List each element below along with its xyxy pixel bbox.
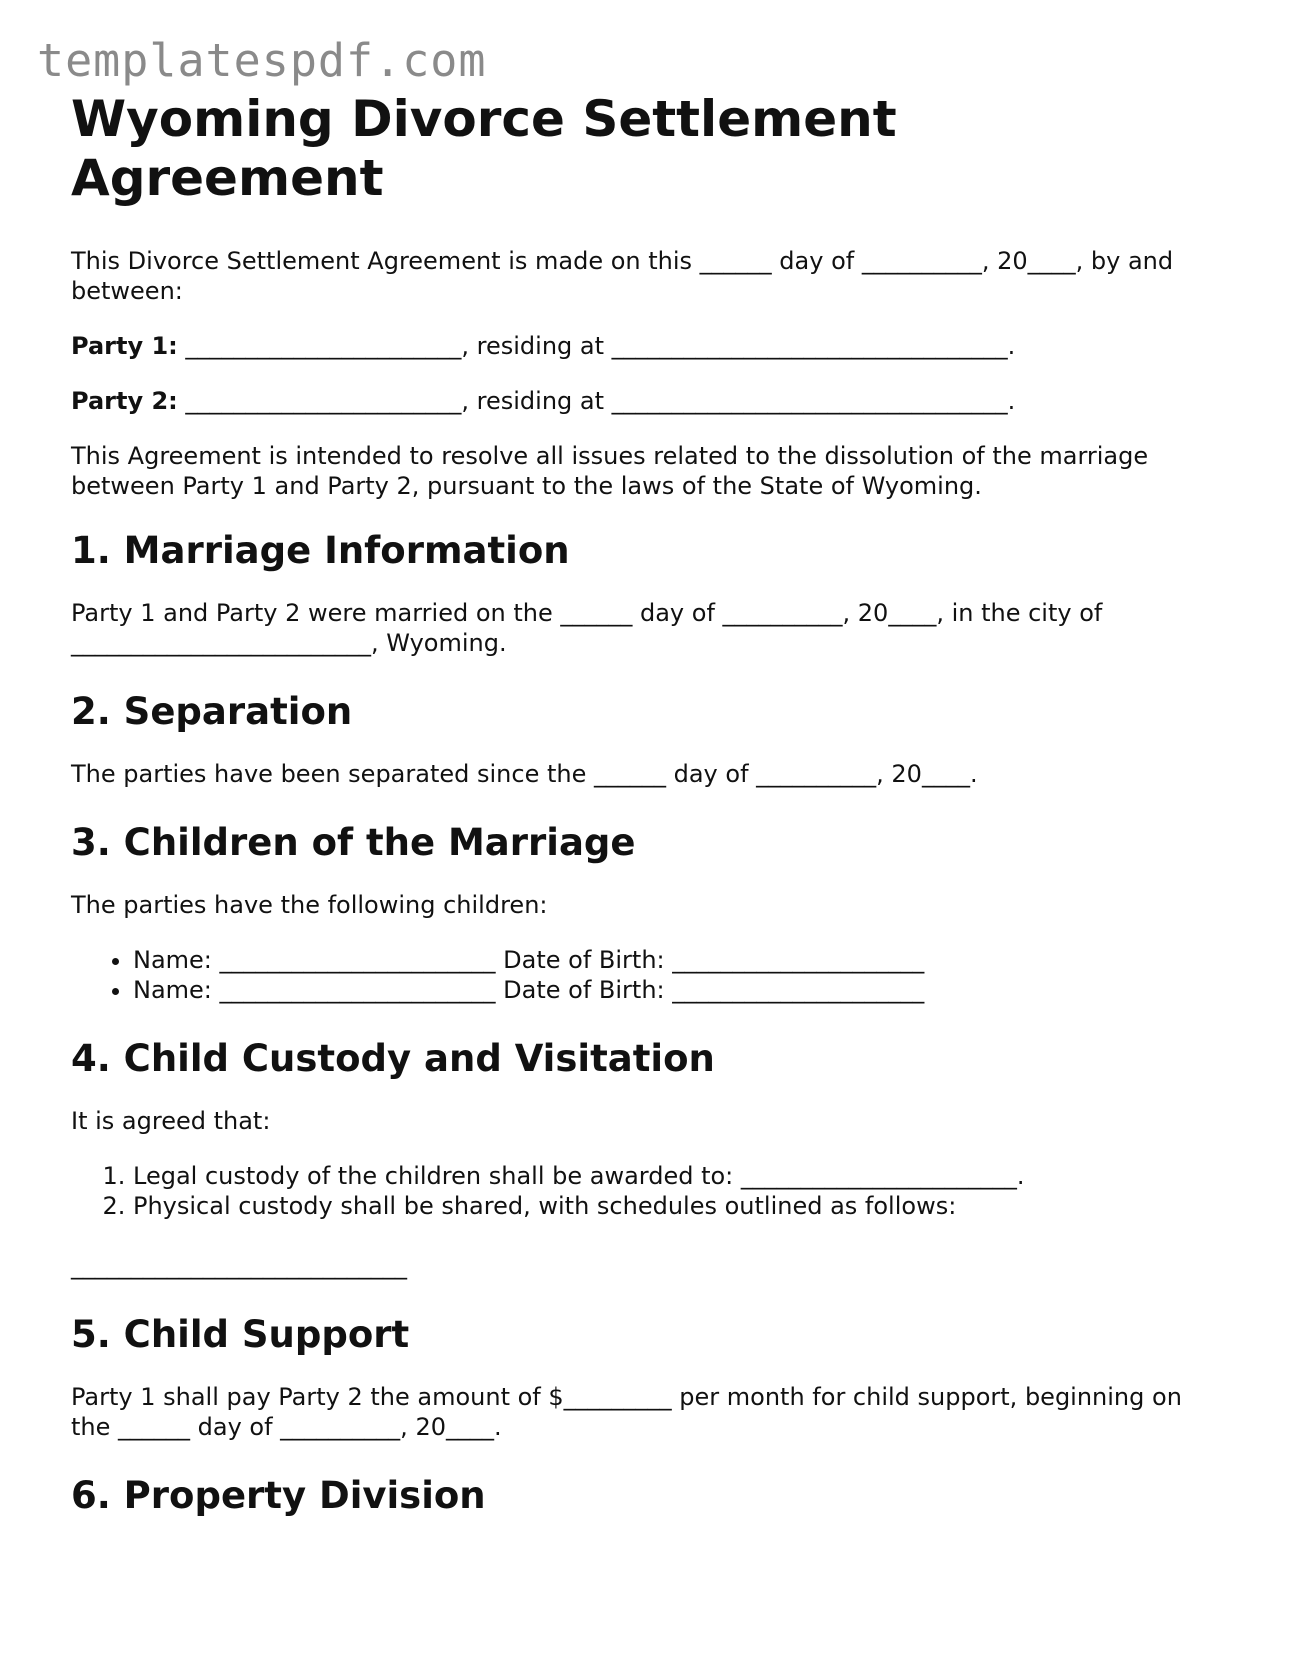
section-heading-custody: 4. Child Custody and Visitation (71, 1037, 715, 1080)
child-list-item: • Name: _______________________ Date of Birth: _____________________ (133, 945, 1221, 975)
custody-paragraph: It is agreed that: (71, 1107, 271, 1135)
document-title: Wyoming Divorce Settlement Agreement (71, 90, 897, 207)
section-heading-property: 6. Property Division (71, 1474, 486, 1517)
section-heading-children: 3. Children of the Marriage (71, 821, 636, 864)
children-paragraph: The parties have the following children: (71, 891, 548, 919)
custody-schedule-line: ____________________________ (71, 1252, 407, 1280)
custody-list-item: 1. Legal custody of the children shall be awarded to: _______________________. (133, 1161, 1221, 1191)
party-1-label: Party 1: (71, 332, 178, 360)
section-heading-support: 5. Child Support (71, 1313, 410, 1356)
intro-paragraph: This Divorce Settlement Agreement is made on this ______ day of __________, 20____, by and between: (71, 247, 1174, 305)
separation-paragraph: The parties have been separated since the ______ day of __________, 20____. (71, 760, 978, 788)
party-1-fields: _______________________, residing at _________________________________. (177, 332, 1016, 360)
watermark: templatespdf.com (37, 34, 487, 87)
custody-list (71, 1161, 1221, 1221)
party-2-label: Party 2: (71, 387, 178, 415)
purpose-paragraph: This Agreement is intended to resolve all issues related to the dissolution of the marriage between Party 1 and Party 2, pursuant to the laws of the State of Wyoming. (71, 442, 1149, 500)
child-list-item: • Name: _______________________ Date of Birth: _____________________ (133, 975, 1221, 1005)
party-2-line (71, 386, 1221, 416)
section-heading-separation: 2. Separation (71, 690, 353, 733)
party-1-line (71, 331, 1221, 361)
children-list (71, 945, 1221, 1005)
marriage-paragraph: Party 1 and Party 2 were married on the ______ day of __________, 20____, in the city of _________________________, Wyoming. (71, 599, 1103, 657)
section-heading-marriage: 1. Marriage Information (71, 529, 570, 572)
support-paragraph: Party 1 shall pay Party 2 the amount of $_________ per month for child support, beginning on the ______ day of __________, 20____. (71, 1383, 1182, 1441)
document-body (71, 90, 1221, 1543)
party-2-fields: _______________________, residing at _________________________________. (177, 387, 1016, 415)
custody-list-item: 2. Physical custody shall be shared, with schedules outlined as follows: (133, 1191, 1221, 1221)
